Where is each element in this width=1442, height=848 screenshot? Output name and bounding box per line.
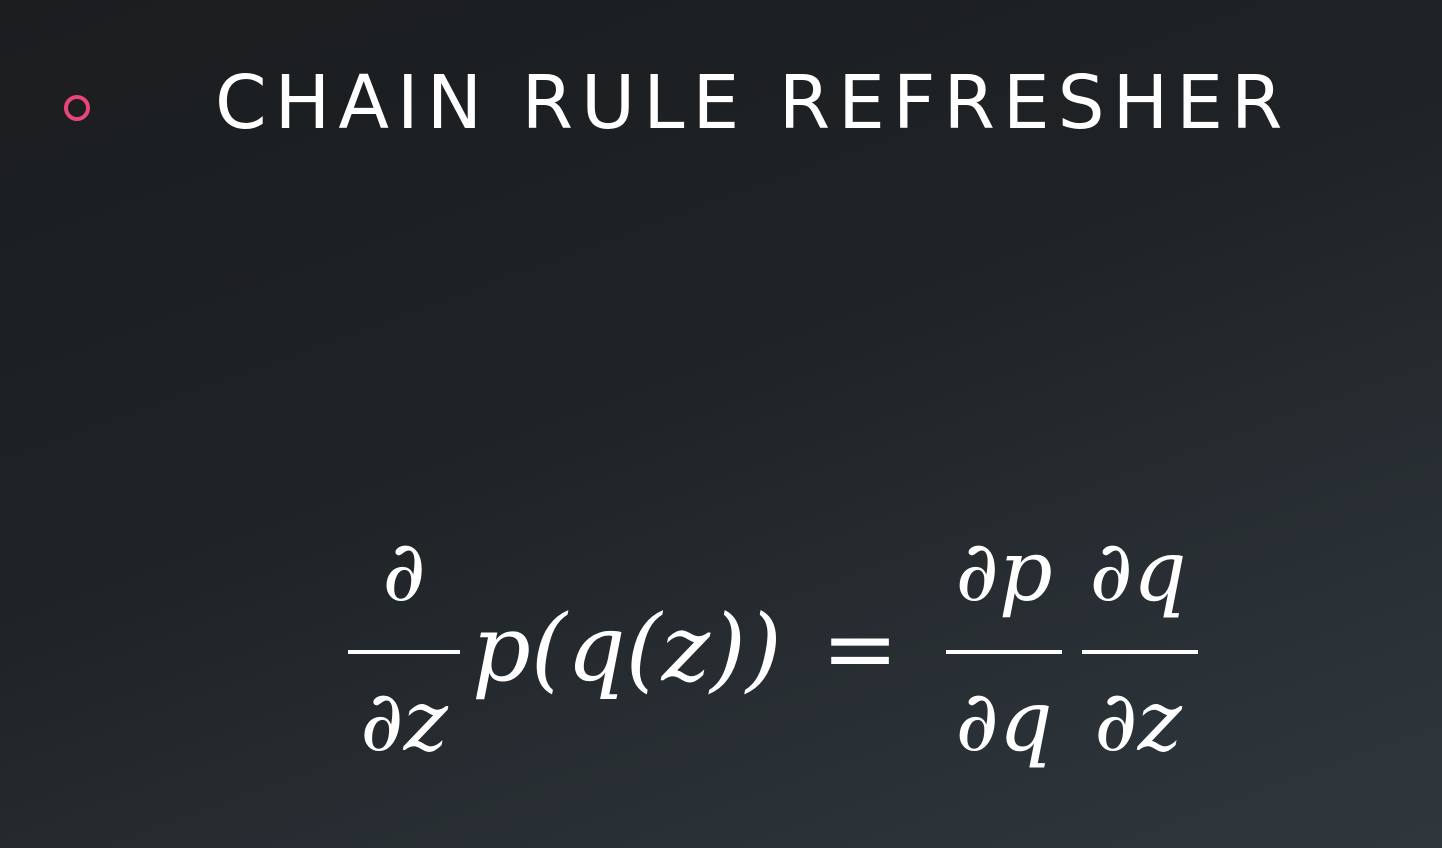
chain-rule-equation [340, 520, 1220, 790]
equation-svg [340, 520, 1220, 790]
lhs-denominator: ∂z [360, 672, 448, 770]
rhs-fraction-1-numerator: ∂p [955, 522, 1053, 620]
rhs-fraction-1-denominator: ∂q [955, 672, 1053, 770]
equals-sign: = [821, 595, 899, 702]
lhs-function: p(q(z)) [472, 595, 782, 702]
rhs-fraction-2-numerator: ∂q [1089, 522, 1187, 620]
rhs-fraction-2-denominator: ∂z [1094, 672, 1182, 770]
lhs-numerator: ∂ [382, 522, 426, 620]
ring-bullet-icon [64, 95, 90, 121]
slide-title: CHAIN RULE REFRESHER [215, 60, 1291, 146]
